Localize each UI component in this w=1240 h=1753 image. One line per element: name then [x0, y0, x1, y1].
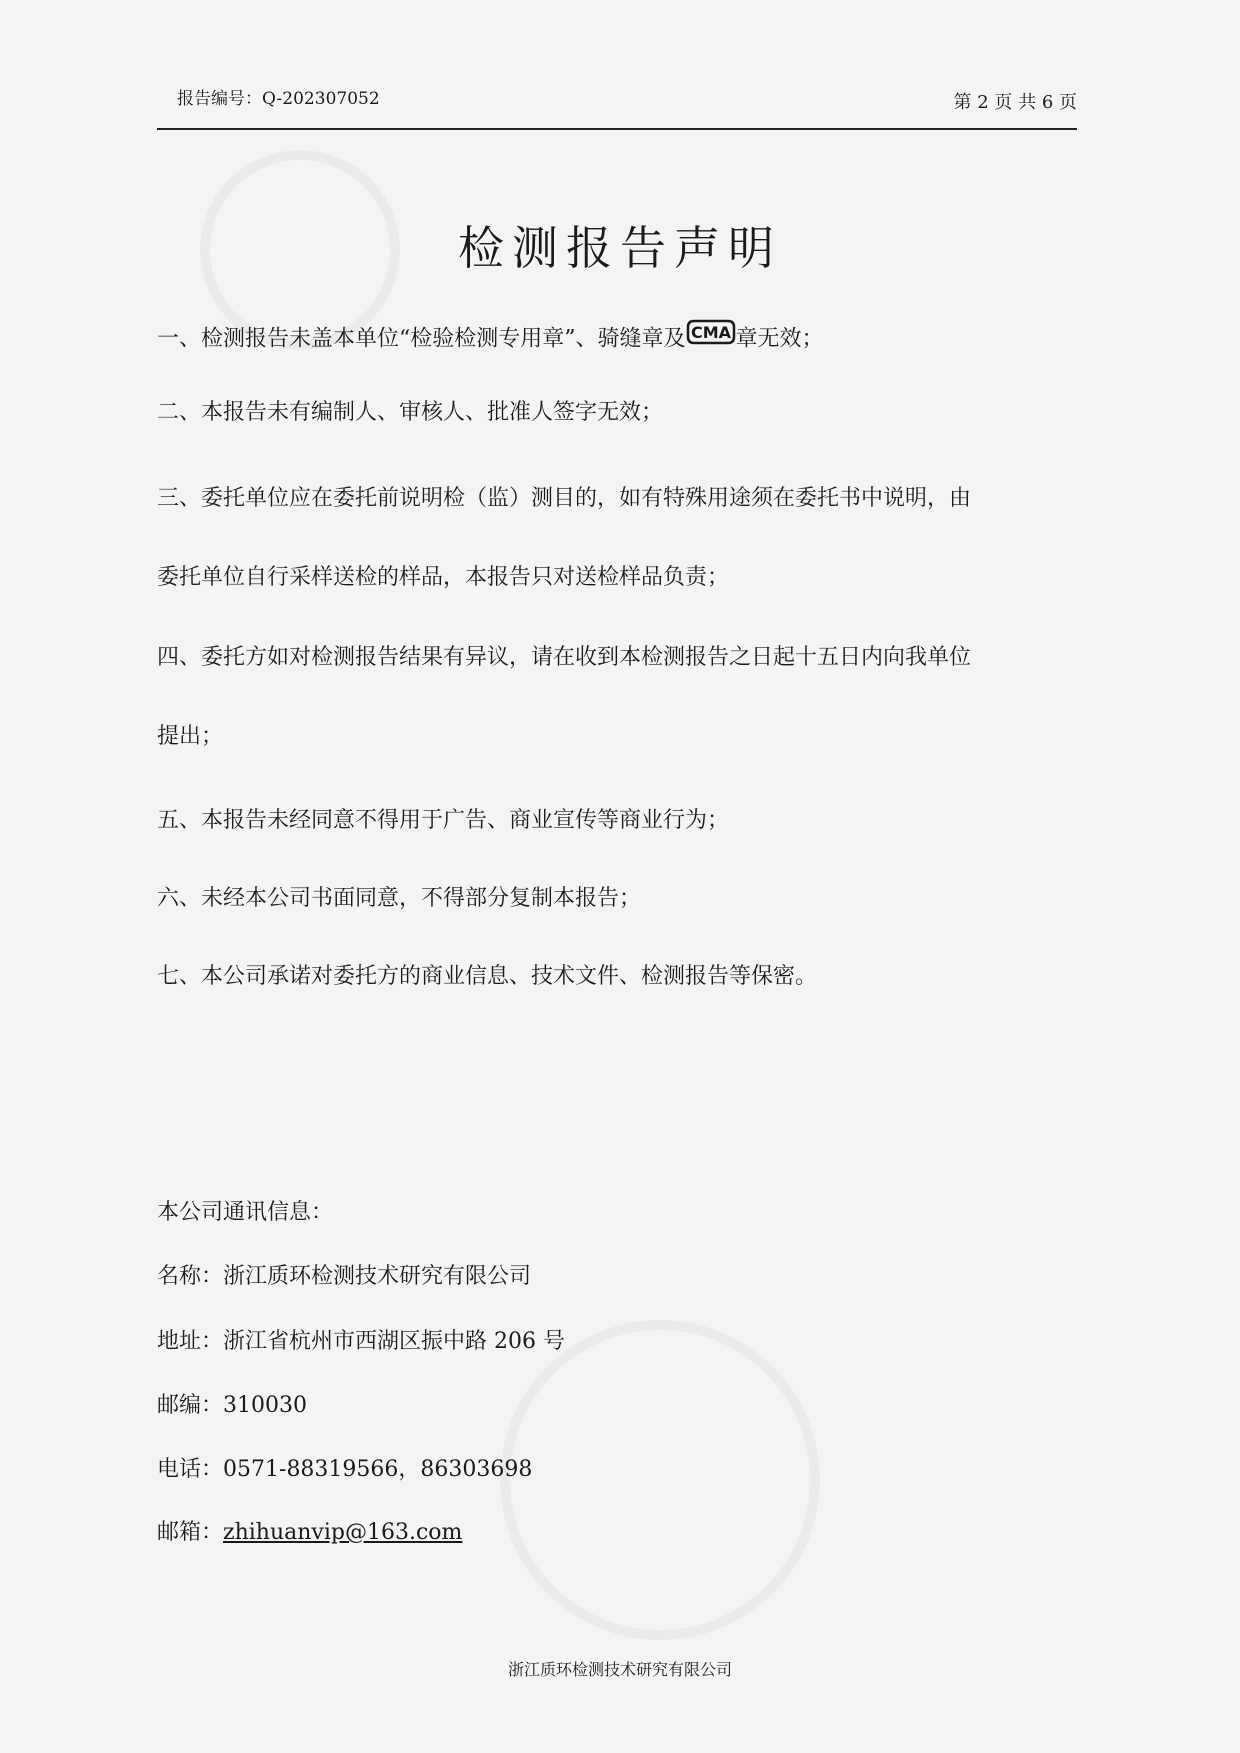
contact-phone-label: 电话：: [157, 1457, 224, 1482]
reverse-seal-shadow: [500, 1320, 820, 1640]
clause-3-line-1: 三、委托单位应在委托前说明检（监）测目的，如有特殊用途须在委托书中说明，由: [157, 486, 972, 511]
contact-postcode-label: 邮编：: [157, 1393, 224, 1418]
clause-6: 六、未经本公司书面同意，不得部分复制本报告；: [157, 886, 642, 911]
contact-name: [157, 1262, 531, 1292]
contact-name-label: 名称：: [157, 1264, 224, 1289]
contact-address-value: 浙江省杭州市西湖区振中路 206 号: [223, 1329, 565, 1354]
contact-postcode: [157, 1391, 307, 1421]
report-number: 报告编号：Q-202307052: [177, 89, 380, 109]
clause-1-text-a: 一、检测报告未盖本单位“检验检测专用章”、骑缝章及: [157, 326, 686, 352]
clause-4-line-1: 四、委托方如对检测报告结果有异议，请在收到本检测报告之日起十五日内向我单位: [157, 645, 972, 670]
contact-heading: 本公司通讯信息：: [157, 1200, 334, 1225]
contact-email-link[interactable]: zhihuanvip@163.com: [223, 1520, 463, 1545]
clause-5: 五、本报告未经同意不得用于广告、商业宣传等商业行为；: [157, 808, 730, 833]
contact-address-label: 地址：: [157, 1329, 224, 1354]
page-footer: 浙江质环检测技术研究有限公司: [507, 1660, 732, 1679]
clause-4-line-2: 提出；: [157, 724, 224, 749]
contact-email: [157, 1518, 462, 1548]
page-header: [157, 80, 1077, 130]
clause-2: 二、本报告未有编制人、审核人、批准人签字无效；: [157, 400, 664, 425]
svg-text:CMA: CMA: [690, 323, 731, 342]
page-indicator: 第 2 页 共 6 页: [953, 92, 1077, 113]
contact-phone-value: 0571-88319566，86303698: [223, 1457, 533, 1482]
contact-email-label: 邮箱：: [157, 1520, 224, 1545]
contact-postcode-value: 310030: [223, 1393, 307, 1418]
clause-3-line-2: 委托单位自行采样送检的样品，本报告只对送检样品负责；: [157, 565, 730, 590]
contact-phone: [157, 1455, 532, 1485]
clause-1-text-b: 章无效；: [735, 326, 824, 352]
cma-logo-icon: [686, 319, 736, 354]
contact-address: [157, 1327, 565, 1357]
clause-1: [157, 322, 1087, 357]
contact-name-value: 浙江质环检测技术研究有限公司: [223, 1264, 532, 1289]
page-title: 检测报告声明: [458, 221, 782, 275]
clause-7: 七、本公司承诺对委托方的商业信息、技术文件、检测报告等保密。: [157, 964, 818, 989]
